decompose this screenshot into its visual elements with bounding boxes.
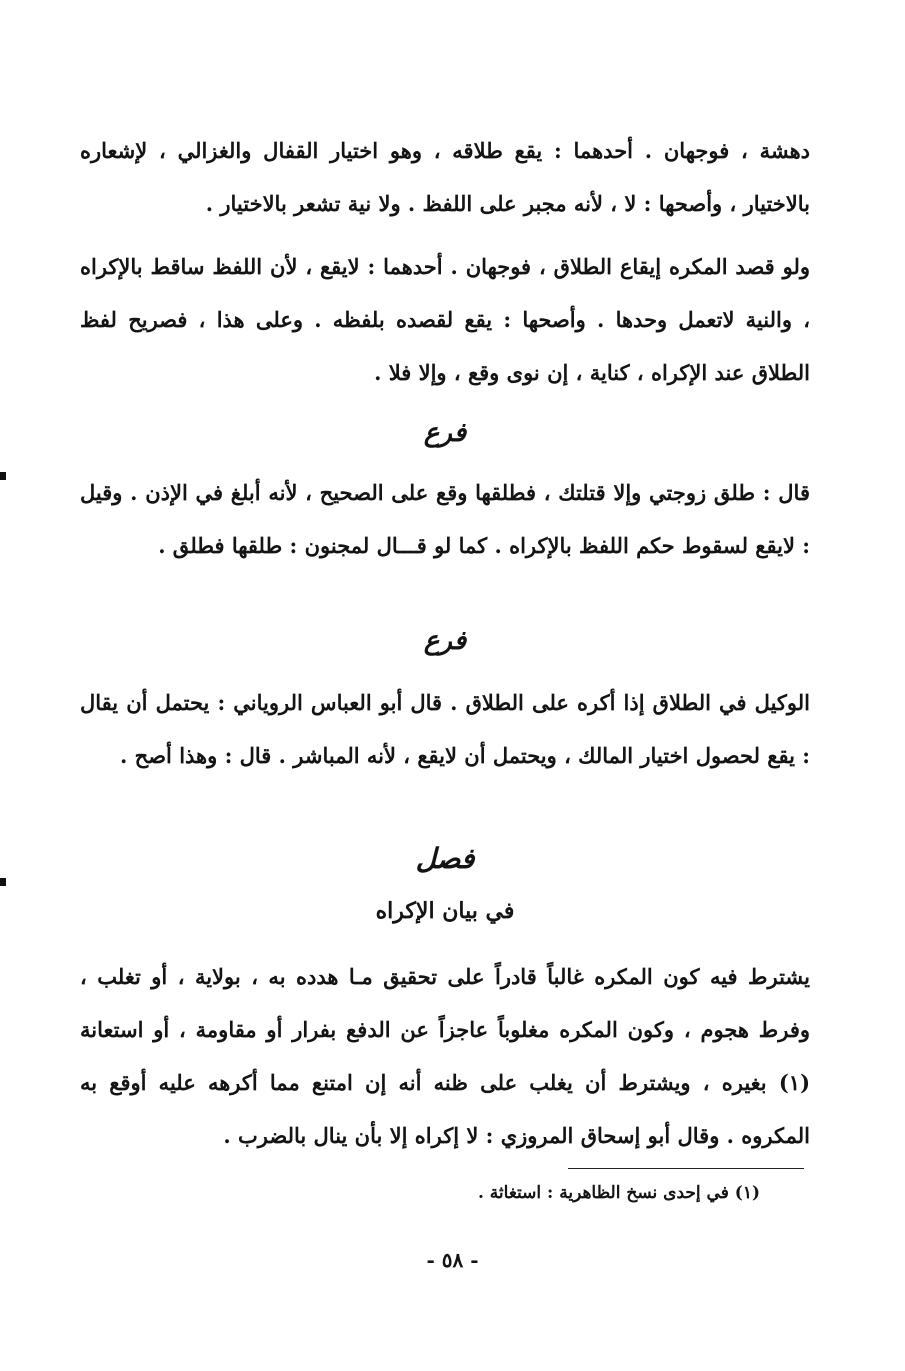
page-number: - ٥٨ - [426,1248,479,1272]
paragraph-5: يشترط فيه كون المكره غالباً قادراً على تحقيق مـا هدده به ، بولاية ، أو تغلب ، وفرط هجوم ، وكون المكره مغلوباً عاجزاً عن الدفع بفرار أو مقاومة ، أو استعانة (١) بغيره ، ويشترط أن يغلب على ظنه أنه إن امتنع مما أكرهه عليه أوقع به المكروه . وقال أبو إسحاق المروزي : لا إكراه إلا بأن ينال بالضرب . [80,964,810,1148]
paragraph-3: قال : طلق زوجتي وإلا قتلتك ، فطلقها وقع على الصحيح ، لأنه أبلغ في الإذن . وقيل : لايقع لسقوط حكم اللفظ بالإكراه . كما لو قـــال لمجنون : طلقها فطلق . [80,480,810,558]
footnote: (١) في إحدى نسخ الظاهرية : استغاثة . [477,1183,760,1203]
scan-edge-mark [0,878,6,886]
chapter-heading-fasl: فصل [415,842,475,875]
paragraph-4: الوكيل في الطلاق إذا أكره على الطلاق . قال أبو العباس الروياني : يحتمل أن يقال : يقع لحصول اختيار المالك ، ويحتمل أن لايقع ، لأنه المباشر . قال : وهذا أصح . [80,690,810,768]
section-heading-far-1: فرع [423,418,467,448]
paragraph-2: ولو قصد المكره إيقاع الطلاق ، فوجهان . أحدهما : لايقع ، لأن اللفظ ساقط بالإكراه ، والنية لاتعمل وحدها . وأصحها : يقع لقصده بلفظه . وعلى هذا ، فصريح لفظ الطلاق عند الإكراه ، كناية ، إن نوى وقع ، وإلا فلا . [80,254,810,385]
paragraph-1: دهشة ، فوجهان . أحدهما : يقع طلاقه ، وهو اختيار القفال والغزالي ، لإشعاره بالاختيار ، وأصحها : لا ، لأنه مجبر على اللفظ . ولا نية تشعر بالاختيار . [80,138,810,216]
section-heading-far-2: فرع [423,626,467,656]
footnote-divider [568,1168,804,1169]
chapter-subtitle: في بيان الإكراه [375,898,515,924]
scan-edge-mark [0,472,6,480]
